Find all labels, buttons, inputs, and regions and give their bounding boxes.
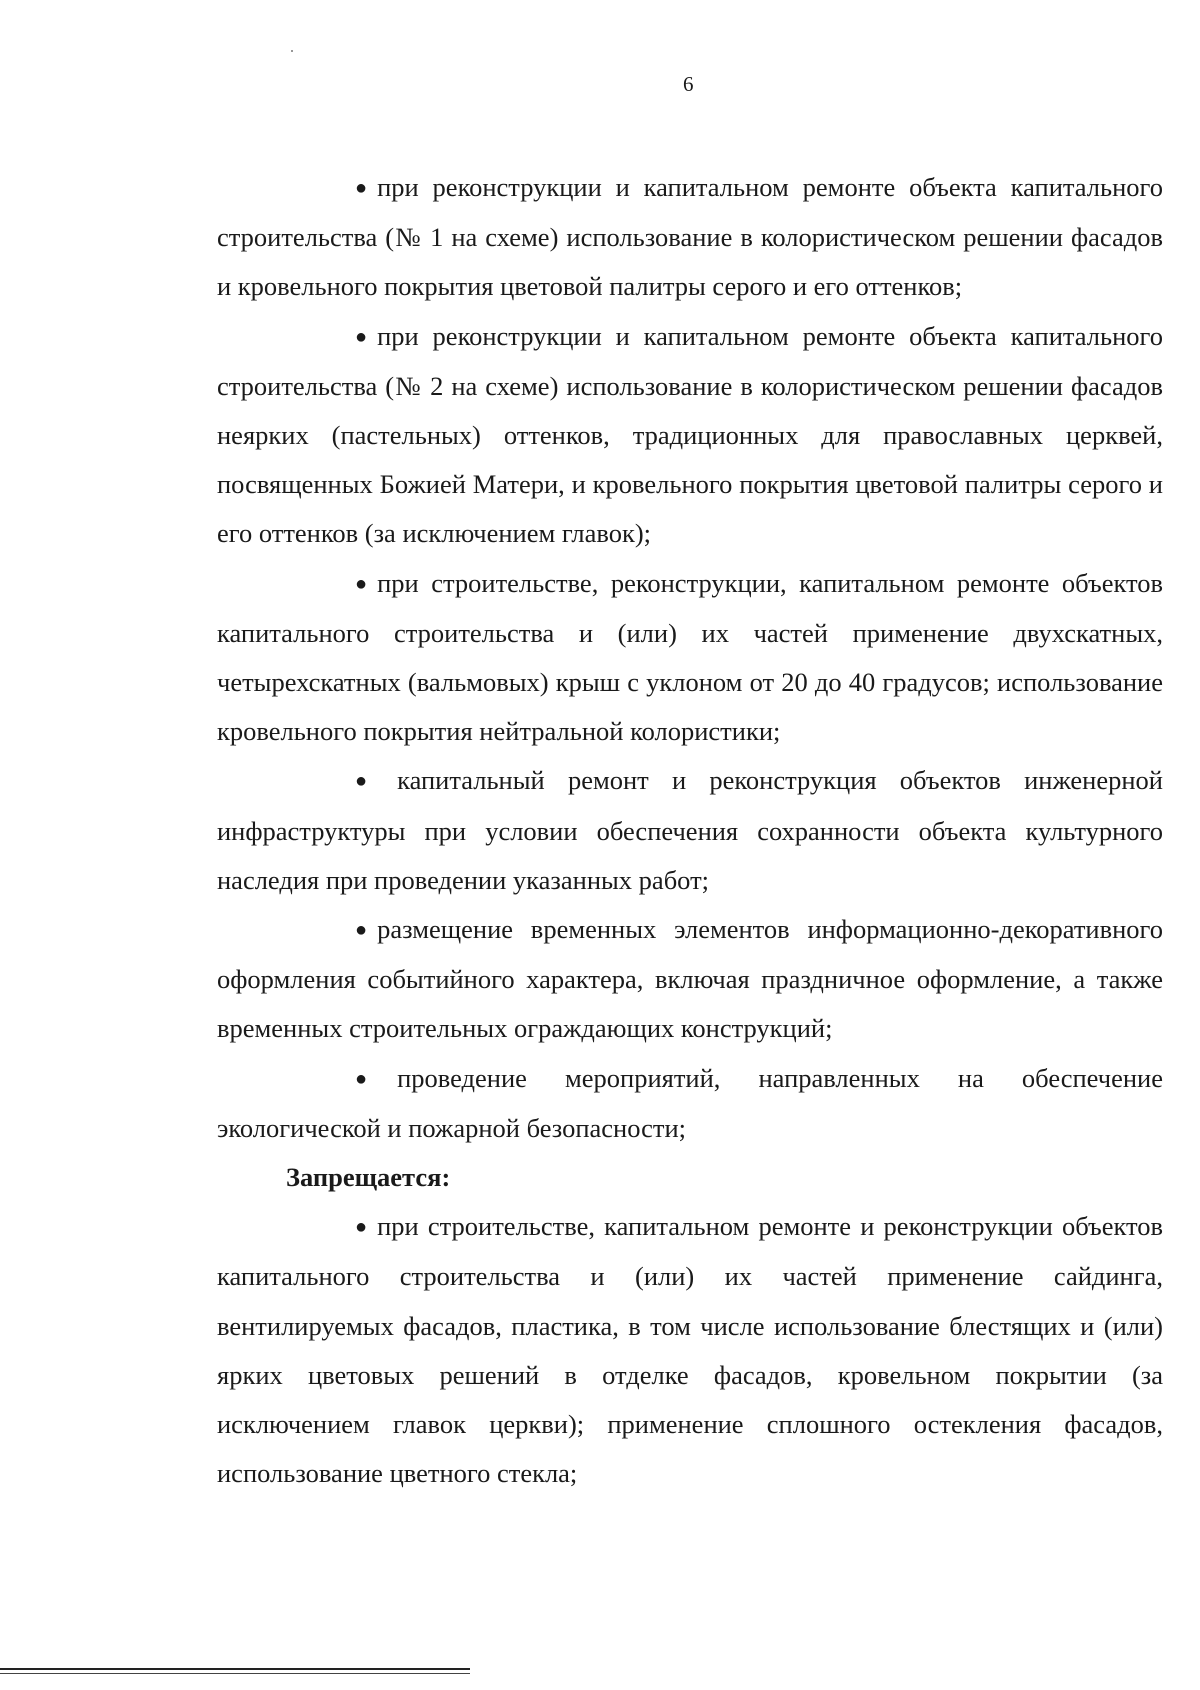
bullet-icon: ● [355,572,368,595]
scan-speck [291,50,293,52]
allowed-item-text: капитальный ремонт и реконструкция объектов инженерной инфраструктуры при условии обеспечения сохранности объекта культурного наследия при проведении указанных работ; [217,765,1163,895]
prohibited-item-1 [217,1202,1163,1498]
allowed-item-text: размещение временных элементов информационно-декоративного оформления событийного характера, включая праздничное оформление, а также временных строительных ограждающих конструкций; [217,914,1163,1044]
allowed-item-1 [217,163,1163,312]
allowed-item-2 [217,312,1163,559]
bullet-icon: ● [355,1067,368,1090]
bullet-icon: ● [355,1216,368,1239]
footer-rule [0,1668,470,1670]
allowed-item-text: при строительстве, реконструкции, капитальном ремонте объектов капитального строительства и (или) их частей применение двухскатных, четырехскатных (вальмовых) крыш с уклоном от 20 до 40 градусов; использование кровельного покрытия нейтральной колористики; [217,567,1163,747]
bullet-icon: ● [355,325,368,348]
prohibited-item-text: при строительстве, капитальном ремонте и реконструкции объектов капитального строительства и (или) их частей применение сайдинга, вентилируемых фасадов, пластика, в том числе использование блестящих и (или) ярких цветовых решений в отделке фасадов, кровельном покрытии (за исключением главок церкви); применение сплошного остекления фасадов, использование цветного стекла; [217,1211,1163,1489]
allowed-item-4 [217,756,1163,905]
document-body [217,163,1163,1498]
allowed-item-text: при реконструкции и капитальном ремонте объекта капитального строительства (№ 1 на схеме) использование в колористическом решении фасадов и кровельного покрытия цветовой палитры серого и его оттенков; [217,172,1163,302]
bullet-icon: ● [355,770,368,793]
allowed-item-text: при реконструкции и капитальном ремонте объекта капитального строительства (№ 2 на схеме) использование в колористическом решении фасадов неярких (пастельных) оттенков, традиционных для православных церквей, посвященных Божией Матери, и кровельного покрытия цветовой палитры серого и его оттенков (за исключением главок); [217,320,1163,549]
allowed-item-text: проведение мероприятий, направленных на обеспечение экологической и пожарной безопасности; [217,1062,1163,1143]
bullet-icon: ● [355,177,368,199]
allowed-item-3 [217,559,1163,757]
prohibited-heading: Запрещается: [286,1162,451,1193]
page-number: 6 [683,72,694,96]
bullet-icon: ● [355,919,368,942]
allowed-item-6 [217,1054,1163,1153]
allowed-item-5 [217,905,1163,1054]
footer-rule-secondary [0,1673,470,1674]
